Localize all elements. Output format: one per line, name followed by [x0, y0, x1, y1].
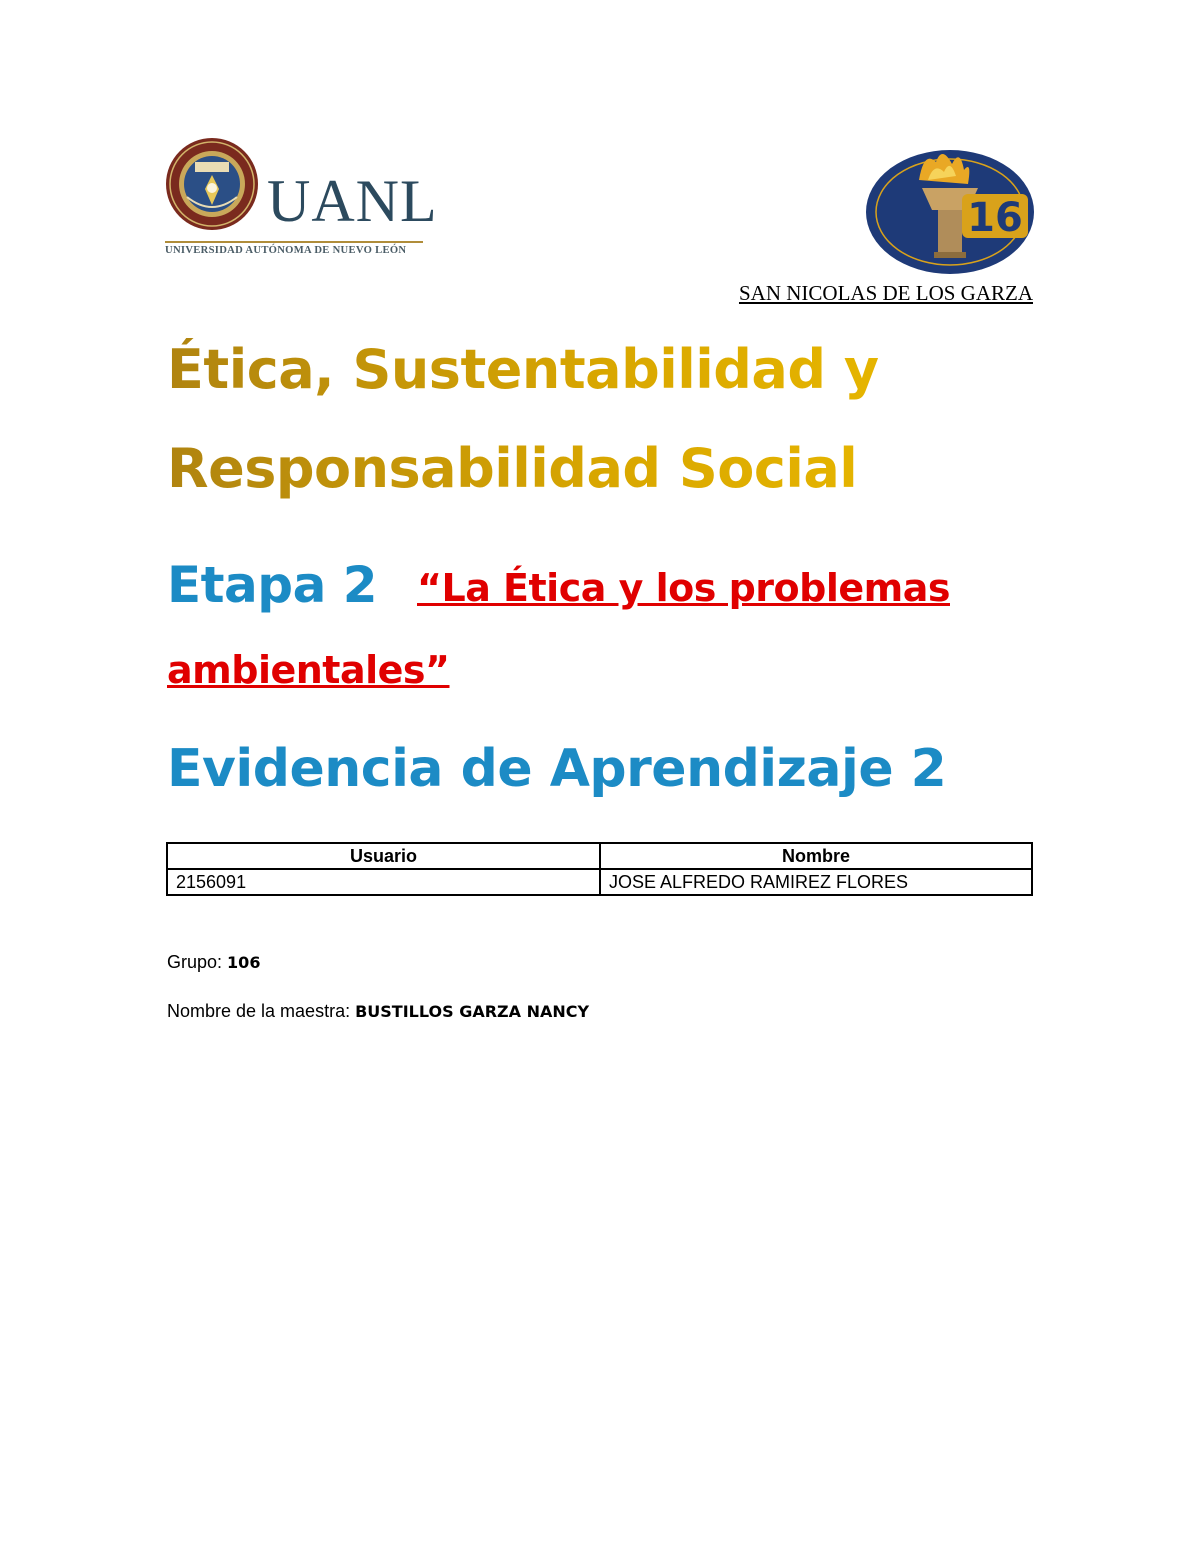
table-row [167, 869, 1032, 895]
maestra-value: BUSTILLOS GARZA NANCY [355, 1002, 590, 1021]
prepa-16-emblem-icon [864, 140, 1036, 280]
etapa-subtitle-line-1: “La Ética y los problemas [417, 566, 950, 610]
table-header-row [167, 843, 1032, 869]
uanl-seal-icon [165, 137, 259, 231]
uanl-logo [165, 137, 438, 259]
student-table [166, 842, 1033, 896]
cell-nombre: JOSE ALFREDO RAMIREZ FLORES [600, 869, 1032, 895]
uanl-wordmark: UANL [267, 168, 438, 234]
column-header-nombre: Nombre [600, 843, 1032, 869]
prepa-16-number: 16 [967, 195, 1023, 241]
grupo-line [167, 952, 260, 973]
maestra-label: Nombre de la maestra: [167, 1001, 351, 1021]
prepa-16-logo [864, 140, 1036, 280]
cell-usuario: 2156091 [167, 869, 600, 895]
grupo-label: Grupo: [167, 952, 223, 972]
evidencia-heading: Evidencia de Aprendizaje 2 [167, 739, 947, 799]
etapa-label: Etapa 2 [167, 556, 378, 614]
course-title-line-1: Ética, Sustentabilidad y [167, 338, 1147, 401]
city-label: SAN NICOLAS DE LOS GARZA [738, 281, 1033, 305]
uanl-subtitle: UNIVERSIDAD AUTÓNOMA DE NUEVO LEÓN [165, 245, 407, 256]
course-title-line-2: Responsabilidad Social [167, 437, 1147, 500]
etapa-subtitle-line-2: ambientales” [167, 648, 450, 692]
uanl-divider [165, 241, 423, 243]
grupo-value: 106 [227, 953, 261, 972]
maestra-line [167, 1001, 589, 1022]
column-header-usuario: Usuario [167, 843, 600, 869]
